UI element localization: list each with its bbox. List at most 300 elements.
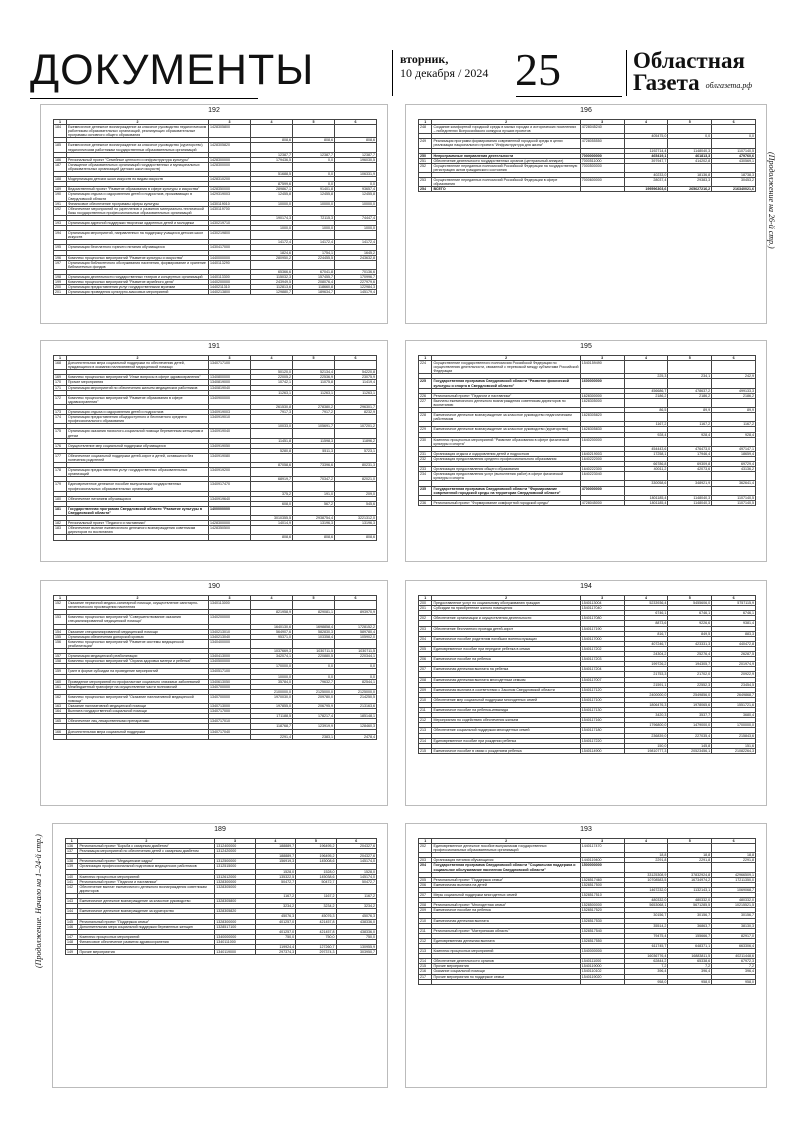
table-cell: 928,4: [668, 432, 712, 437]
document-panel-189: [52, 823, 388, 1088]
table-cell: 2: [432, 120, 580, 125]
table-cell: Ежемесячная денежная выплата многодетным семьям: [432, 677, 580, 682]
table-cell: 24304,2: [624, 652, 668, 657]
table-cell: 11419,4: [334, 380, 376, 385]
table-cell: [419, 979, 432, 984]
table-row: [54, 429, 377, 438]
table-cell: 208: [419, 677, 432, 682]
table-cell: [334, 601, 376, 610]
table-cell: 1400000000: [209, 506, 251, 515]
panel-page-number: 189: [214, 826, 226, 833]
table-cell: Региональный проект "Медицинские кадры": [78, 859, 215, 864]
table-cell: 40211448,6: [712, 954, 756, 959]
table-cell: 407246,7: [624, 641, 668, 646]
table-cell: 177: [54, 453, 67, 462]
table-cell: 5233936,4: [624, 601, 668, 606]
table-cell: 1148040,3: [668, 500, 712, 505]
table-row: [66, 874, 377, 879]
table-cell: 69729,4: [712, 462, 756, 467]
table-cell: 3: [215, 839, 255, 844]
table-cell: 203: [419, 858, 432, 863]
table-cell: [668, 361, 712, 374]
table-cell: 808,6: [293, 535, 335, 540]
table-cell: Обеспечение социальной поддержки детей-сирот и детей, оставшихся без попечения родителей: [66, 453, 208, 462]
table-cell: 74447,4: [334, 215, 376, 220]
table-cell: 1540159490: [580, 361, 624, 374]
table-cell: 0,0: [293, 182, 335, 187]
table-cell: [712, 437, 756, 446]
table-cell: 187: [54, 162, 67, 171]
table-cell: 1000,0: [251, 226, 293, 231]
table-cell: 1700000,0: [712, 723, 756, 728]
table-cell: [334, 506, 376, 515]
table-cell: Организация обеспечения донорской кровью: [66, 634, 208, 639]
table-cell: 1528517500: [580, 882, 624, 887]
table-cell: 170000,0: [251, 664, 293, 669]
table-cell: 1148040,3: [668, 495, 712, 500]
table-cell: 1698858,4: [293, 624, 335, 629]
table-cell: 157455,7: [293, 275, 335, 280]
table-cell: [624, 139, 668, 148]
table-row: [54, 157, 377, 162]
table-cell: 36863,7: [668, 923, 712, 928]
table-cell: [624, 413, 668, 422]
table-cell: 145174,0: [336, 859, 376, 864]
table-cell: 151,6: [712, 743, 756, 748]
table-cell: Государственная программа Свердловской области "Развитие культуры в Свердловской области": [66, 506, 208, 515]
table-cell: [624, 163, 668, 172]
table-cell: 225,3: [624, 374, 668, 379]
table-cell: 1312400000: [215, 844, 255, 849]
table-cell: Обеспечение выплат ежемесячного денежного вознаграждения советникам директоров по воспитанию: [66, 526, 208, 535]
table-cell: [293, 260, 335, 269]
table-cell: 142: [66, 884, 78, 893]
table-cell: 1528,0: [296, 869, 336, 874]
table-cell: 1528500000: [580, 903, 624, 908]
table-cell: 1540119020: [580, 974, 624, 979]
table-cell: 3: [209, 596, 251, 601]
table-row: [54, 275, 377, 280]
budget-table: [53, 119, 377, 295]
table-cell: 1796800,0: [624, 723, 668, 728]
table-row: [54, 535, 377, 540]
table-cell: Финансовое обеспечение развития здравоохранения: [78, 939, 215, 944]
table-row: [54, 375, 377, 380]
table-cell: 45076,3: [296, 914, 336, 919]
table-cell: 2291,8: [712, 858, 756, 863]
table-cell: 1340917470: [209, 482, 251, 491]
table-cell: [251, 453, 293, 462]
table-cell: 2: [432, 596, 580, 601]
table-cell: 135322,5: [255, 874, 295, 879]
table-cell: 1312500000: [215, 859, 255, 864]
table-cell: 480332,0: [712, 898, 756, 903]
table-cell: 215: [419, 964, 432, 969]
table-cell: 157: [54, 654, 67, 659]
table-cell: 1540117080: [580, 616, 624, 621]
table-cell: 3234,2: [296, 904, 336, 909]
table-cell: 5653068,1: [624, 903, 668, 908]
table-cell: 750,0: [336, 934, 376, 939]
table-cell: 11451,8: [251, 438, 293, 443]
table-row: [419, 398, 756, 407]
table-cell: 199: [54, 280, 67, 285]
table-row: [419, 500, 756, 505]
table-cell: 5: [296, 839, 336, 844]
table-cell: 196030,5: [334, 157, 376, 162]
table-cell: 663306,4: [712, 943, 756, 948]
panel-page-number: 192: [208, 107, 220, 114]
issue-date-text: 10 декабря / 2024: [400, 66, 489, 80]
table-cell: 1340819000: [209, 380, 251, 385]
table-cell: 1640219003: [580, 451, 624, 456]
table-cell: 3: [580, 356, 624, 361]
table-cell: 11263,1: [251, 390, 293, 395]
table-cell: 30156,7: [624, 913, 668, 918]
table-cell: 2291,8: [668, 858, 712, 863]
table-cell: 1340800000: [209, 375, 251, 380]
table-cell: 203: [419, 626, 432, 631]
table-cell: [712, 844, 756, 853]
table-cell: 211: [419, 708, 432, 713]
table-cell: 197: [54, 260, 67, 269]
table-cell: 188889,7: [255, 844, 295, 849]
table-cell: 17258,1: [624, 451, 668, 456]
table-cell: 1806476,3: [624, 702, 668, 707]
table-cell: 119924,4: [255, 944, 295, 949]
table-cell: 265627216,2: [668, 187, 712, 192]
table-cell: 893970,9: [334, 610, 376, 615]
table-cell: 297374,3: [255, 950, 295, 955]
table-cell: [251, 125, 293, 138]
table-cell: 1540117130: [580, 708, 624, 713]
table-cell: 1628305000: [580, 398, 624, 407]
table-cell: 4: [624, 356, 668, 361]
table-cell: 3221312,0: [334, 516, 376, 521]
table-cell: 1: [54, 596, 67, 601]
table-cell: 14014,9: [251, 521, 293, 526]
table-cell: [293, 415, 335, 424]
panel-page-number: 196: [580, 107, 592, 114]
table-cell: Обеспечение социальной поддержки многодетных семей: [432, 728, 580, 733]
table-row: [54, 361, 377, 370]
table-cell: 45076,3: [336, 914, 376, 919]
table-cell: Реализация мероприятий по обеспечению детей с сахарным диабетом: [78, 849, 215, 854]
table-cell: 648371,1: [668, 943, 712, 948]
table-cell: 1640223040: [580, 472, 624, 481]
table-cell: 4700000000: [580, 486, 624, 495]
table-cell: 17211350,0: [712, 877, 756, 882]
table-cell: 1069068,7: [712, 887, 756, 892]
table-cell: 397947,7: [624, 158, 668, 163]
table-cell: 211: [419, 928, 432, 933]
table-cell: 1440113300: [209, 275, 251, 280]
table-row: [54, 280, 377, 285]
table-cell: Обеспечение мер социальной поддержки многодетных семей: [432, 697, 580, 702]
table-cell: Ежемесячная выплата на детей: [432, 882, 580, 887]
table-cell: 166: [54, 729, 67, 734]
table-cell: 12455,8: [334, 192, 376, 201]
table-cell: 18659,4: [712, 451, 756, 456]
table-cell: 205: [419, 877, 432, 882]
table-cell: 1: [54, 120, 67, 125]
table-cell: [209, 734, 251, 739]
table-row: [66, 844, 377, 849]
table-cell: Прочие мероприятия: [432, 964, 580, 969]
table-cell: 37832924,8: [668, 872, 712, 877]
budget-table: [418, 355, 756, 506]
table-cell: 164: [54, 709, 67, 714]
table-row: [419, 467, 756, 472]
table-cell: 289867,1: [251, 187, 293, 192]
table-cell: 91401,8: [293, 187, 335, 192]
panel-page-number: 191: [208, 343, 220, 350]
table-cell: 2: [66, 356, 208, 361]
table-cell: 212: [419, 718, 432, 723]
table-cell: Ежемесячное денежное вознаграждение за кураторство: [78, 909, 215, 914]
table-cell: [668, 379, 712, 388]
table-cell: 396,4: [624, 969, 668, 974]
table-cell: 465419,1: [624, 153, 668, 158]
table-row: [419, 178, 756, 187]
logo-line2: Газета: [633, 70, 700, 95]
table-cell: 189: [54, 187, 67, 192]
table-cell: 1000,0: [293, 226, 335, 231]
table-cell: 1328300000: [215, 919, 255, 924]
table-cell: 1640130,6: [251, 624, 293, 629]
table-cell: [624, 361, 668, 374]
table-cell: Комплекс процессных мероприятий: [78, 934, 215, 939]
table-cell: 7,2: [712, 964, 756, 969]
table-row: [54, 201, 377, 206]
table-cell: 1528517460: [580, 877, 624, 882]
table-cell: 215843,6: [712, 733, 756, 738]
table-cell: [251, 615, 293, 624]
table-cell: 65338,6: [668, 959, 712, 964]
table-cell: 1754,1: [293, 250, 335, 255]
table-cell: Организация предоставления услуг государственных образовательных организаций: [66, 468, 208, 477]
table-cell: [251, 395, 293, 404]
table-cell: 73396,6: [293, 463, 335, 468]
table-cell: 216: [419, 969, 432, 974]
table-cell: 0,0: [293, 674, 335, 679]
table-cell: [336, 884, 376, 893]
table-row: [54, 410, 377, 415]
table-cell: 0,0: [334, 664, 376, 669]
table-cell: 1628300000: [580, 393, 624, 398]
table-cell: 180: [54, 496, 67, 501]
table-cell: 105902,0: [334, 634, 376, 639]
table-cell: [334, 162, 376, 171]
table-cell: 209,0: [334, 491, 376, 496]
table-cell: Организация питания обучающихся: [432, 858, 580, 863]
table-cell: 1328300000: [215, 879, 255, 884]
table-cell: Оказание специализированной медицинской помощи: [66, 629, 208, 634]
table-cell: 1107140,5: [712, 495, 756, 500]
table-cell: 106331,9: [334, 172, 376, 177]
table-cell: 220344,1: [334, 654, 376, 659]
document-panel-194: [405, 580, 767, 806]
table-cell: 3234,2: [255, 904, 295, 909]
table-cell: 3537,7: [668, 713, 712, 718]
table-cell: Государственная программа Свердловской области "Развитие физической культуры и спорта в Свердловской области": [432, 379, 580, 388]
table-cell: 122984,3: [334, 285, 376, 290]
table-cell: 145,8: [668, 743, 712, 748]
table-cell: 396,4: [668, 969, 712, 974]
table-cell: Дополнительная мера социальной поддержки беременных женщин: [78, 924, 215, 929]
table-cell: 161: [54, 684, 67, 689]
table-cell: 176: [54, 443, 67, 448]
table-cell: Меры социальной поддержки многодетных семей: [432, 893, 580, 898]
table-cell: 156919,3: [255, 859, 295, 864]
table-cell: 375,2: [251, 491, 293, 496]
table-cell: 1728152,2: [334, 624, 376, 629]
table-cell: 0,0: [293, 172, 335, 177]
table-cell: 202: [419, 616, 432, 621]
table-cell: 582830,3: [293, 629, 335, 634]
table-cell: 2100000,0: [251, 689, 293, 694]
table-cell: 210: [419, 918, 432, 923]
table-cell: 1037669,3: [251, 649, 293, 654]
table-cell: 54220,8: [334, 370, 376, 375]
table-cell: 7917,2: [293, 410, 335, 415]
table-cell: [580, 979, 624, 984]
table-cell: 231: [419, 451, 432, 456]
table-cell: 204327,6: [336, 844, 376, 849]
table-cell: 79632,7: [293, 679, 335, 684]
budget-table: [418, 595, 756, 754]
table-cell: 153: [54, 615, 67, 624]
table-cell: [334, 415, 376, 424]
table-cell: Прочие мероприятия: [78, 950, 215, 955]
table-cell: [712, 379, 756, 388]
table-cell: 1340919640: [209, 496, 251, 501]
table-cell: Ежемесячная денежная выплата на ребенка: [432, 667, 580, 672]
table-cell: 4: [251, 356, 293, 361]
table-cell: Государственная программа Свердловской области "Социальная поддержка и социальное обслуживание населения Свердловской области": [432, 863, 580, 872]
table-cell: Оказание паллиативной медицинской помощи: [66, 704, 208, 709]
table-cell: 154: [54, 629, 67, 634]
table-cell: 16734974,2: [668, 877, 712, 882]
table-cell: 227979,6: [334, 280, 376, 285]
table-cell: 195: [54, 245, 67, 250]
table-cell: 6: [334, 596, 376, 601]
table-cell: 401257,0: [255, 919, 295, 924]
table-cell: 2383,1: [293, 734, 335, 739]
table-cell: 567,2: [293, 501, 335, 506]
table-cell: [712, 163, 756, 172]
table-cell: 143: [66, 899, 78, 904]
table-cell: 189634,7: [293, 290, 335, 295]
budget-table: [53, 355, 377, 541]
table-cell: 12387,7: [334, 152, 376, 157]
table-cell: [712, 398, 756, 407]
table-cell: 170: [54, 380, 67, 385]
table-cell: 1340517100: [209, 669, 251, 674]
table-cell: 564907,6: [251, 629, 293, 634]
table-cell: 50472,7: [336, 879, 376, 884]
table-cell: 821958,9: [251, 610, 293, 615]
table-cell: Межбюджетный трансферт на осуществление части полномочий: [66, 684, 208, 689]
table-cell: 808,6: [334, 138, 376, 143]
table-cell: Организация библиотечного обслуживания населения, формирование и хранение библиотечных фондов: [66, 260, 208, 269]
table-cell: 6: [712, 356, 756, 361]
table-row: [54, 526, 377, 535]
table-row: [54, 125, 377, 138]
table-cell: 1528517530: [580, 918, 624, 923]
table-cell: 2400000,0: [624, 692, 668, 697]
table-cell: 401257,0: [255, 929, 295, 934]
table-cell: 10033,0: [251, 424, 293, 429]
table-row: [54, 260, 377, 269]
table-row: [54, 415, 377, 424]
table-cell: 224455,5: [293, 255, 335, 260]
table-cell: Ежемесячная выплата в соответствии с Законом Свердловской области: [432, 687, 580, 692]
table-cell: 33125308,9: [624, 872, 668, 877]
table-cell: 127260,7: [296, 944, 336, 949]
table-cell: Мероприятия по содействию обеспечения жильем: [432, 718, 580, 723]
table-cell: 171: [54, 385, 67, 390]
table-cell: Организация адресной поддержки творчески одаренных детей и молодежи: [66, 220, 208, 225]
table-cell: 4: [624, 120, 668, 125]
table-cell: Организация оказания психолого-социальной помощи беременным женщинам и детям: [66, 429, 208, 438]
table-cell: 140: [66, 874, 78, 879]
table-cell: Единовременное денежное пособие выпускникам государственных профессиональных образовательных организаций: [432, 844, 580, 853]
table-cell: Ежемесячное денежное вознаграждение за классное руководство (кураторство): [432, 427, 580, 432]
table-cell: 188889,7: [255, 854, 295, 859]
table-cell: 213163,6: [334, 704, 376, 709]
table-cell: 421457,8: [296, 919, 336, 924]
table-cell: [668, 125, 712, 134]
budget-table: [53, 595, 377, 740]
table-cell: 201974,9: [712, 662, 756, 667]
table-cell: Оснащение образовательных организаций государственных и муниципальных образовательных организаций (детских школ искусств): [66, 162, 208, 171]
table-cell: 50472,7: [296, 879, 336, 884]
table-cell: Региональный проект "Поддержка семьи": [78, 919, 215, 924]
table-cell: 1528,0: [255, 869, 295, 874]
table-cell: [209, 535, 251, 540]
table-cell: Субсидии на приобретение жилого помещения: [432, 606, 580, 611]
table-cell: 1340413000: [209, 654, 251, 659]
table-cell: Государственная программа Свердловской области "Формирование современной городской среды на территории Свердловской области": [432, 486, 580, 495]
table-cell: 3234,2: [336, 904, 376, 909]
table-cell: 209: [419, 908, 432, 913]
table-cell: 438336,0: [336, 929, 376, 934]
table-row: [54, 679, 377, 684]
table-row: [419, 748, 756, 753]
table-cell: Ежемесячная денежная выплата: [432, 918, 580, 923]
table-cell: [334, 395, 376, 404]
table-cell: 1978065,6: [668, 702, 712, 707]
table-cell: 42966509,1: [712, 872, 756, 877]
table-cell: Ежемесячное пособие на ребенка-инвалида: [432, 708, 580, 713]
table-cell: 65366,6: [251, 269, 293, 274]
table-cell: Организация отдыха и оздоровления детей и подростков: [66, 410, 208, 415]
table-row: [54, 615, 377, 624]
table-cell: 148: [66, 939, 78, 944]
table-cell: 35784,0: [251, 679, 293, 684]
table-row: [54, 634, 377, 639]
budget-table: [65, 838, 377, 955]
table-cell: 118768,7: [251, 724, 293, 729]
table-cell: [624, 844, 668, 853]
table-cell: [296, 884, 336, 893]
table-cell: 1430119700: [209, 206, 251, 215]
table-cell: 1528517510: [580, 893, 624, 898]
continued-note-right: (Продолжение на 26-й стр.): [767, 152, 776, 249]
table-cell: 7,2: [668, 964, 712, 969]
table-cell: 1312515000: [215, 864, 255, 869]
